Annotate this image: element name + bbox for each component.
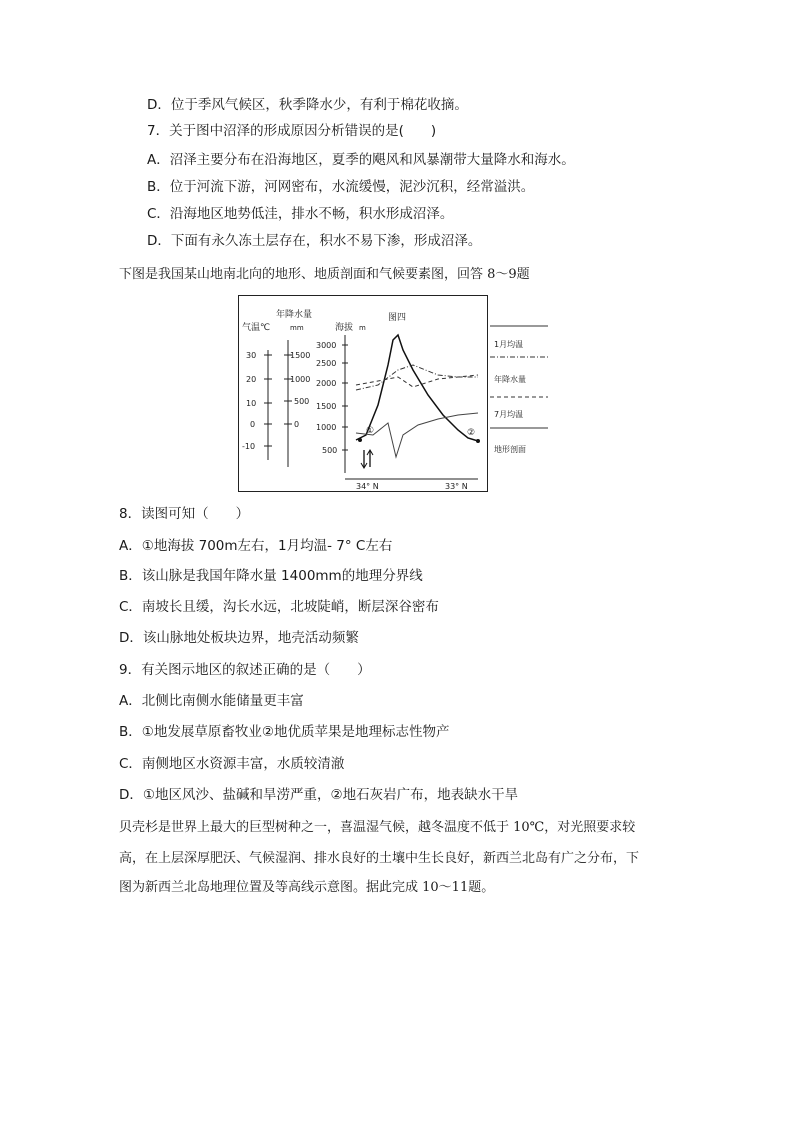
- point-1-label: ①: [366, 426, 375, 436]
- elev-axis-label: 海拔: [335, 323, 354, 333]
- precip-tick: 0: [294, 420, 300, 429]
- q7-option-b: B．位于河流下游，河网密布，水流缓慢，泥沙沉积，经常溢洪。: [147, 179, 535, 195]
- q8-option-a: A．①地海拔 700m左右，1月均温- 7° C左右: [119, 538, 393, 554]
- temp-tick: 0: [250, 420, 256, 429]
- elev-tick: 1500: [316, 402, 337, 411]
- point-2-label: ②: [467, 428, 476, 438]
- elev-tick: 2500: [316, 359, 337, 368]
- precip-tick: 1500: [290, 351, 311, 360]
- q9-stem: 9．有关图示地区的叙述正确的是（ ）: [119, 662, 371, 678]
- lat-label-33: 33° N: [445, 482, 468, 491]
- temp-tick: 10: [246, 399, 257, 408]
- intro-q10-11-line3: 图为新西兰北岛地理位置及等高线示意图。据此完成 10～11题。: [119, 880, 495, 895]
- temp-axis-label: 气温℃: [242, 323, 271, 333]
- temp-tick: 20: [246, 375, 257, 384]
- figure-title: 图四: [388, 313, 407, 323]
- q8-option-c: C．南坡长且缓，沟长水远，北坡陡峭，断层深谷密布: [119, 599, 439, 615]
- lat-label-34: 34° N: [356, 482, 379, 491]
- q7-stem: 7．关于图中沼泽的形成原因分析错误的是( ): [147, 123, 437, 139]
- legend-jan-temp: 1月均温: [494, 340, 524, 349]
- legend-precip: 年降水量: [494, 375, 526, 384]
- intro-q8-9: 下图是我国某山地南北向的地形、地质剖面和气候要素图，回答 8～9题: [119, 267, 530, 282]
- q9-option-c: C．南侧地区水资源丰富，水质较清澈: [119, 756, 345, 772]
- elev-tick: 3000: [316, 341, 337, 350]
- elev-axis-unit: m: [359, 324, 366, 332]
- precip-axis-label: 年降水量: [276, 310, 313, 320]
- q8-stem: 8．读图可知（ ）: [119, 506, 250, 522]
- q7-option-c: C．沿海地区地势低洼，排水不畅，积水形成沼泽。: [147, 206, 454, 222]
- point-2-marker: [476, 439, 480, 443]
- precip-tick: 500: [294, 397, 310, 406]
- precip-tick: 1000: [290, 375, 311, 384]
- elev-tick: 1000: [316, 423, 337, 432]
- intro-q10-11-line2: 高，在上层深厚肥沃、气候湿润、排水良好的土壤中生长良好，新西兰北岛有广之分布，下: [119, 851, 640, 866]
- q9-option-a: A．北侧比南侧水能储量更丰富: [119, 693, 304, 709]
- elev-tick: 2000: [316, 379, 337, 388]
- q9-option-d: D．①地区风沙、盐碱和旱涝严重，②地石灰岩广布，地表缺水干旱: [119, 787, 519, 803]
- intro-q10-11-line1: 贝壳杉是世界上最大的巨型树种之一，喜温湿气候，越冬温度不低于 10℃，对光照要求较: [119, 820, 636, 835]
- figure-legend: [490, 320, 550, 460]
- legend-terrain: 地形剖面: [494, 445, 526, 454]
- elev-tick: 500: [322, 446, 338, 455]
- q9-option-b: B．①地发展草原畜牧业②地优质苹果是地理标志性物产: [119, 724, 450, 740]
- temp-tick: -10: [242, 442, 256, 451]
- temp-tick: 30: [246, 351, 257, 360]
- q8-option-b: B．该山脉是我国年降水量 1400mm的地理分界线: [119, 568, 423, 584]
- q8-option-d: D．该山脉地处板块边界，地壳活动频繁: [119, 630, 359, 646]
- q7-option-a: A．沼泽主要分布在沿海地区，夏季的飓风和风暴潮带大量降水和海水。: [147, 152, 575, 168]
- q7-option-d: D．下面有永久冻土层存在，积水不易下渗，形成沼泽。: [147, 233, 482, 249]
- q6-option-d: D．位于季风气候区，秋季降水少，有利于棉花收摘。: [147, 97, 468, 113]
- precip-axis-unit: mm: [290, 324, 304, 332]
- point-1-marker: [358, 438, 362, 442]
- profile-figure: [238, 295, 488, 492]
- legend-jul-temp: 7月均温: [494, 410, 524, 419]
